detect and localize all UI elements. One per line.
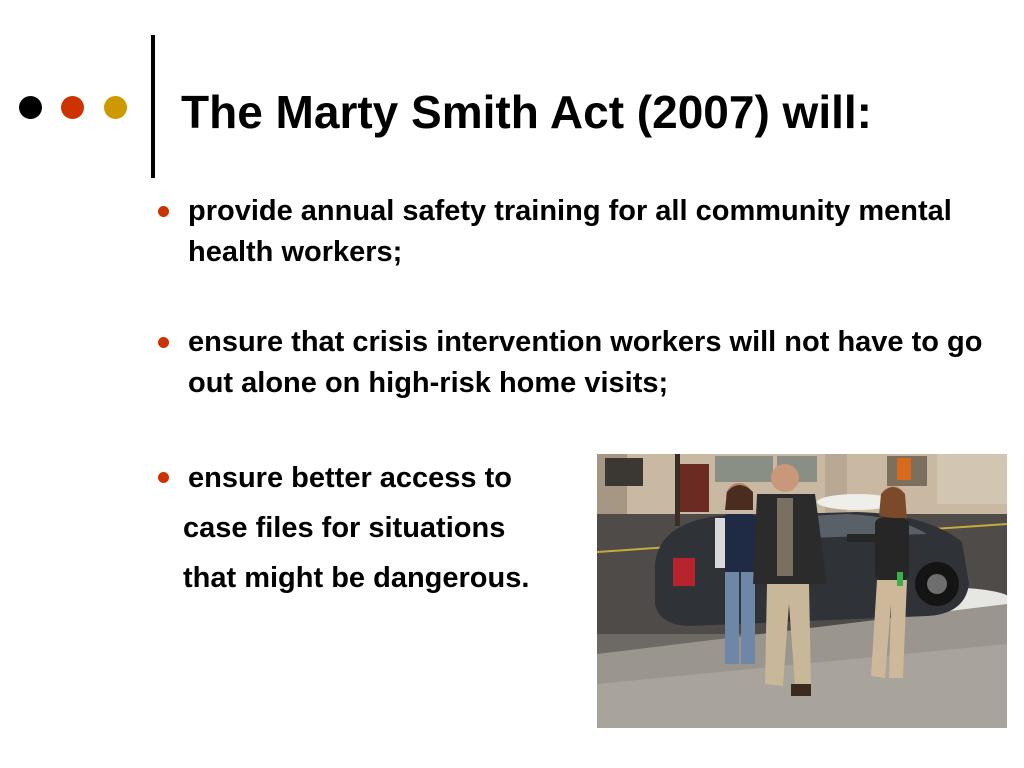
title-rule bbox=[151, 35, 155, 178]
officer-left-vest bbox=[723, 514, 757, 572]
man-shirt bbox=[777, 498, 793, 576]
officer-left-arm bbox=[715, 518, 725, 568]
decorative-dot-black bbox=[19, 96, 42, 119]
slide-title: The Marty Smith Act (2007) will: bbox=[181, 86, 872, 138]
bullet-dot-icon bbox=[158, 337, 169, 348]
bullet-item bbox=[158, 322, 988, 404]
bullet-dot-icon bbox=[158, 206, 169, 217]
decorative-dot-red bbox=[61, 96, 84, 119]
officer-right-jacket bbox=[875, 518, 909, 580]
man-head bbox=[771, 464, 799, 492]
officer-right-arm bbox=[847, 534, 877, 542]
bullet-line: case files for situations bbox=[183, 512, 506, 544]
bullet-line: that might be dangerous. bbox=[183, 562, 530, 594]
decorative-dot-gold bbox=[104, 96, 127, 119]
building-facade-far bbox=[937, 454, 1007, 504]
bullet-item bbox=[158, 191, 988, 273]
building-sign bbox=[897, 458, 911, 480]
bullet-line: ensure better access to bbox=[188, 462, 512, 494]
bullet-dot-icon bbox=[158, 472, 169, 483]
officer-right-badge bbox=[897, 572, 903, 586]
officer-left-leg bbox=[741, 572, 755, 664]
building-door bbox=[677, 464, 709, 512]
bullet-text: ensure that crisis intervention workers will not have to go out alone on high-risk home visits; bbox=[188, 326, 983, 399]
bullet-text bbox=[183, 453, 588, 603]
officer-right-hair bbox=[879, 487, 907, 520]
news-photo bbox=[597, 454, 1007, 728]
bullet-item bbox=[158, 453, 588, 603]
car-hubcap bbox=[927, 574, 947, 594]
bullet-text: provide annual safety training for all community mental health workers; bbox=[188, 195, 952, 268]
officer-left-leg bbox=[725, 572, 739, 664]
building-window bbox=[715, 456, 773, 482]
photo-illustration bbox=[597, 454, 1007, 728]
man-shoe bbox=[791, 684, 811, 696]
car-taillight bbox=[673, 558, 695, 586]
tree-trunk bbox=[675, 454, 680, 526]
building-window bbox=[605, 458, 643, 486]
